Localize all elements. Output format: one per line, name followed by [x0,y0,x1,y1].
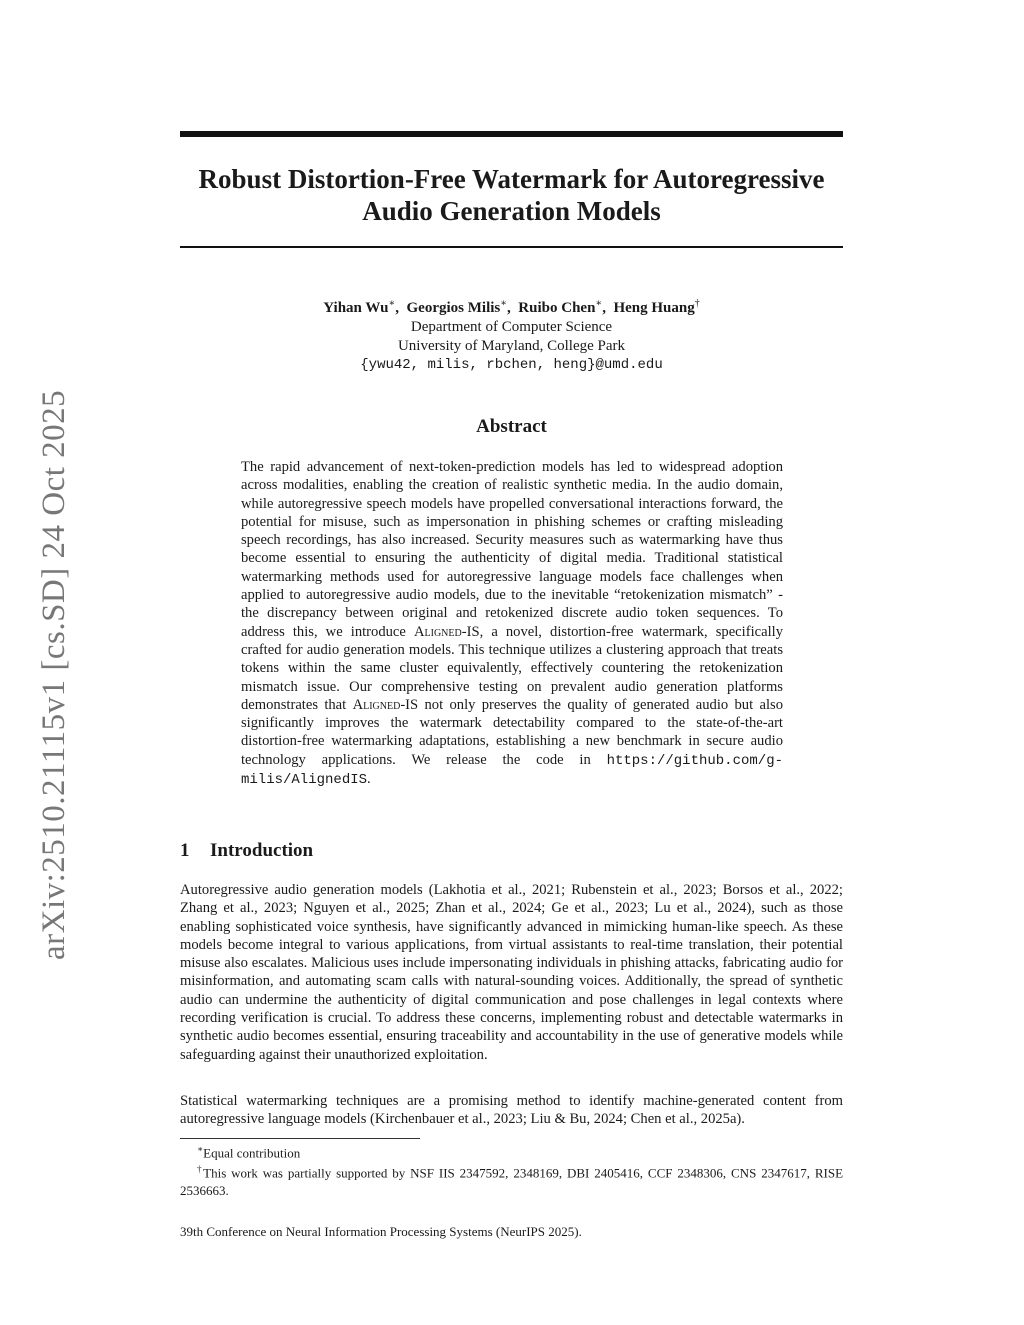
arxiv-identifier: arXiv:2510.21115v1 [cs.SD] 24 Oct 2025 [36,389,72,960]
title-top-rule [180,131,843,137]
title-bottom-rule [180,246,843,248]
title-line-1: Robust Distortion-Free Watermark for Autoregressive [198,164,825,194]
equal-contribution-mark: ∗ [388,298,396,309]
title-line-2: Audio Generation Models [362,196,661,226]
footnote-equal-contribution: ∗Equal contribution [197,1144,301,1161]
author-4: Heng Huang [613,300,695,316]
intro-paragraph-1: Autoregressive audio generation models (Lakhotia et al., 2021; Rubenstein et al., 2023; Borsos et al., 2022; Zhang et al., 2023; Nguyen et al., 2025; Zhan et al., 2024; Ge et al., 2023; Lu et al., 2024), such as those enabling sophisticated voice synthesis, have significantly advanced in mimicking human-like speech. As these models become integral to various applications, from virtual assistants to real-time translation, their potential misuse also escalates. Malicious uses include impersonating individuals in phishing attacks, fabricating audio for misinformation, and automating scam calls with natural-sounding voices. Additionally, the spread of synthetic audio can undermine the authenticity of digital communication and pose challenges in legal contexts where recording verification is crucial. To address these concerns, implementing robust and detectable watermarks in synthetic audio becomes essential, ensuring traceability and accountability in the use of generative models while safeguarding against their unauthorized exploitation. [180,882,843,1063]
intro-paragraph-2: Statistical watermarking techniques are a promising method to identify machine-generated content from autoregressive language models (Kirchenbauer et al., 2023; Liu & Bu, 2024; Chen et al., 2025a). [180,1093,843,1128]
footnote-rule [180,1138,420,1139]
author-3: Ruibo Chen [518,300,596,316]
author-block [180,294,843,375]
department: Department of Computer Science [410,319,613,335]
section-number: 1 [180,840,190,861]
code-url-link[interactable]: https://github.com/g-milis/AlignedIS [241,752,783,789]
author-2: Georgios Milis [406,300,501,316]
author-emails: {ywu42, milis, rbchen, heng}@umd.edu [360,357,663,373]
university: University of Maryland, College Park [397,338,626,354]
method-name: Aligned-IS [413,623,480,640]
equal-contribution-mark: ∗ [595,298,603,309]
section-title: Introduction [210,840,314,861]
author-names: Yihan Wu∗, Georgios Milis∗, Ruibo Chen∗, Heng Huang† [323,298,700,316]
abstract-text: The rapid advancement of next-token-prediction models has led to widespread adoption across modalities, enabling the creation of realistic synthetic media. In the audio domain, while autoregressive speech models have propelled conversational interactions forward, the potential for misuse, such as impersonation in phishing schemes or crafting misleading speech recordings, has also increased. Security measures such as watermarking have thus become essential to ensuring the authenticity of digital media. Traditional statistical watermarking methods used for autoregressive language models face challenges when applied to autoregressive audio models, due to the inevitable “retokenization mismatch” - the discrepancy between original and retokenized discrete audio token sequences. To address this, we introduce Aligned-IS, a novel, distortion-free watermark, specifically crafted for audio generation models. This technique utilizes a clustering approach that treats tokens within the same cluster equivalently, effectively countering the retokenization mismatch issue. Our comprehensive testing on prevalent audio generation platforms demonstrates that Aligned-IS not only preserves the quality of generated audio but also significantly improves the watermark detectability compared to the state-of-the-art distortion-free watermarking adaptations, establishing a new benchmark in secure audio technology applications. We release the code in https://github.com/g-milis/AlignedIS. [241,459,783,789]
equal-contribution-mark: ∗ [500,298,508,309]
footnotes [180,1141,843,1199]
section-heading-introduction [180,840,313,862]
footnote-funding: †This work was partially supported by NSF IIS 2347592, 2348169, DBI 2405416, CCF 2348306, CNS 2347617, RISE 2536663. [180,1164,844,1198]
paper-title [180,163,843,227]
method-name: Aligned-IS [352,696,419,713]
conference-note: 39th Conference on Neural Information Processing Systems (NeurIPS 2025). [180,1224,582,1239]
author-1: Yihan Wu [323,300,389,316]
funding-mark: † [694,298,700,309]
abstract-heading: Abstract [476,416,547,437]
